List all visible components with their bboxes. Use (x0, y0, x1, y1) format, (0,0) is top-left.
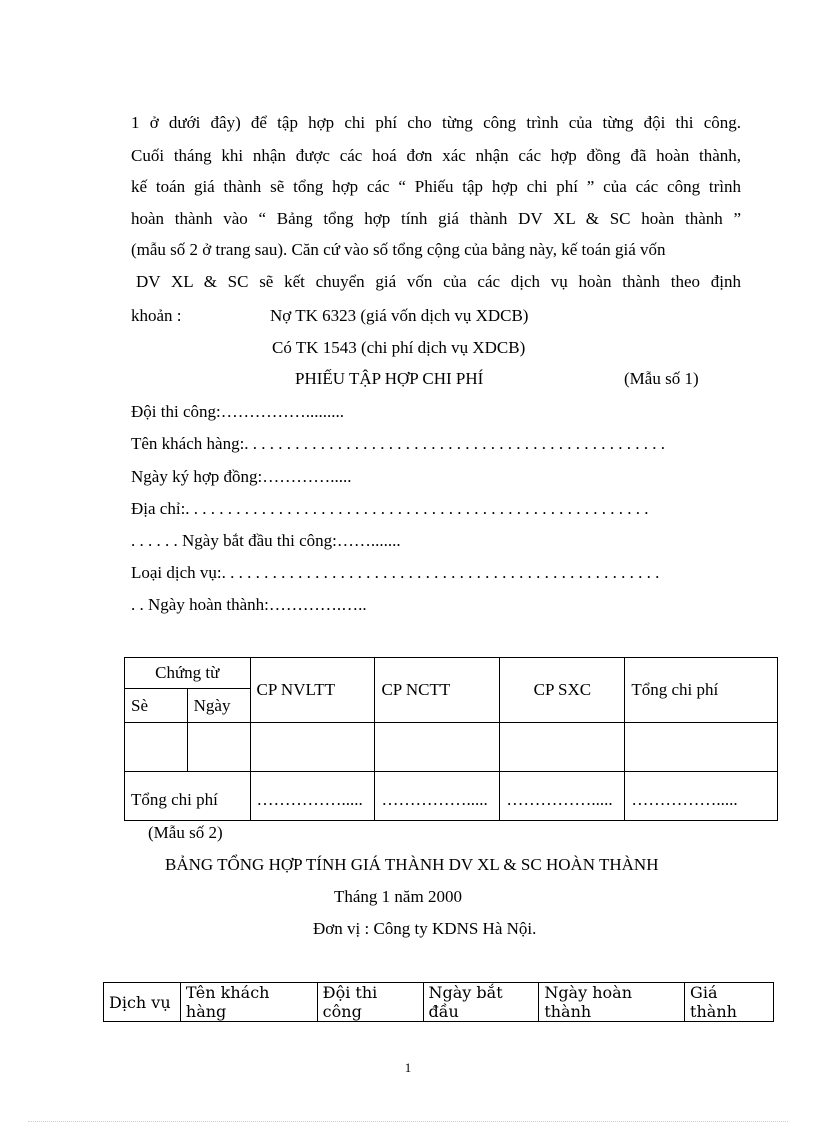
col-team: Đội thi công (317, 983, 423, 1022)
cost-collection-table (124, 657, 778, 821)
col-service: Dịch vụ (104, 983, 181, 1022)
col-cp-nvltt: CP NVLTT (250, 658, 375, 723)
form2-title: BẢNG TỔNG HỢP TÍNH GIÁ THÀNH DV XL & SC HOÀN THÀNH (165, 855, 659, 874)
field-start-date: . . . . . . Ngày bắt đầu thi công:……....... (131, 531, 401, 550)
form2-unit: Đơn vị : Công ty KDNS Hà Nội. (313, 919, 537, 938)
voucher-number-header: Sè (125, 689, 188, 723)
field-completion-date: . . Ngày hoàn thành:………….….. (131, 595, 367, 614)
total-cp-nctt: ……………..... (375, 772, 500, 821)
empty-cell (625, 723, 778, 772)
col-completion-date: Ngày hoàn thành (539, 983, 685, 1022)
paragraph-line-4: hoàn thành vào “ Bảng tổng hợp tính giá thành DV XL & SC hoàn thành ” (131, 209, 741, 228)
col-cp-sxc: CP SXC (500, 658, 625, 723)
voucher-date-header: Ngày (187, 689, 250, 723)
total-all: ……………..... (625, 772, 778, 821)
col-cost-price: Giá thành (685, 983, 774, 1022)
paragraph-line-6: DV XL & SC sẽ kết chuyển giá vốn của các dịch vụ hoàn thành theo định (136, 272, 741, 291)
total-row-label: Tổng chi phí (125, 772, 251, 821)
empty-cell (125, 723, 188, 772)
empty-cell (500, 723, 625, 772)
credit-entry: Có TK 1543 (chi phí dịch vụ XDCB) (272, 338, 526, 357)
col-total-cost: Tổng chi phí (625, 658, 778, 723)
page-number: 1 (404, 1060, 412, 1075)
col-customer-name: Tên khách hàng (180, 983, 317, 1022)
empty-cell (187, 723, 250, 772)
summary-cost-table (103, 982, 774, 1022)
paragraph-line-2: Cuối tháng khi nhận được các hoá đơn xác nhận các hợp đồng đã hoàn thành, (131, 146, 741, 165)
total-cp-sxc: ……………..... (500, 772, 625, 821)
total-cp-nvltt: ……………..... (250, 772, 375, 821)
voucher-header: Chứng từ (125, 658, 251, 689)
form1-sample-label: (Mẫu số 1) (624, 369, 699, 388)
field-address: Địa chỉ:. . . . . . . . . . . . . . . . . . . . . . . . . . . . . . . . . . . . . . . . . . . . . . . . . . . . . . . (131, 499, 649, 518)
empty-cell (375, 723, 500, 772)
paragraph-line-5: (mẫu số 2 ở trang sau). Căn cứ vào số tổng cộng của bảng này, kế toán giá vốn (131, 240, 666, 259)
field-contract-date: Ngày ký hợp đồng:…………..... (131, 467, 352, 486)
field-service-type: Loại dịch vụ:. . . . . . . . . . . . . . . . . . . . . . . . . . . . . . . . . . . . . . . . . . . . . . . . . . . . (131, 563, 660, 582)
form1-title: PHIẾU TẬP HỢP CHI PHÍ (295, 369, 484, 388)
field-customer: Tên khách hàng:. . . . . . . . . . . . . . . . . . . . . . . . . . . . . . . . . . . . . . . . . . . . . . . . . . (131, 434, 666, 453)
col-cp-nctt: CP NCTT (375, 658, 500, 723)
col-start-date: Ngày bắt đầu (423, 983, 539, 1022)
form2-period: Tháng 1 năm 2000 (334, 887, 462, 906)
paragraph-line-1: 1 ở dưới đây) để tập hợp chi phí cho từng công trình của từng đội thi công. (131, 113, 741, 132)
page-bottom-rule (28, 1121, 788, 1122)
paragraph-line-7-label: khoản : (131, 306, 182, 325)
paragraph-line-3: kế toán giá thành sẽ tổng hợp các “ Phiếu tập hợp chi phí ” của các công trình (131, 177, 741, 196)
debit-entry: Nợ TK 6323 (giá vốn dịch vụ XDCB) (270, 306, 529, 325)
field-team: Đội thi công:……………......... (131, 402, 344, 421)
form2-sample-label: (Mẫu số 2) (148, 823, 223, 842)
empty-cell (250, 723, 375, 772)
